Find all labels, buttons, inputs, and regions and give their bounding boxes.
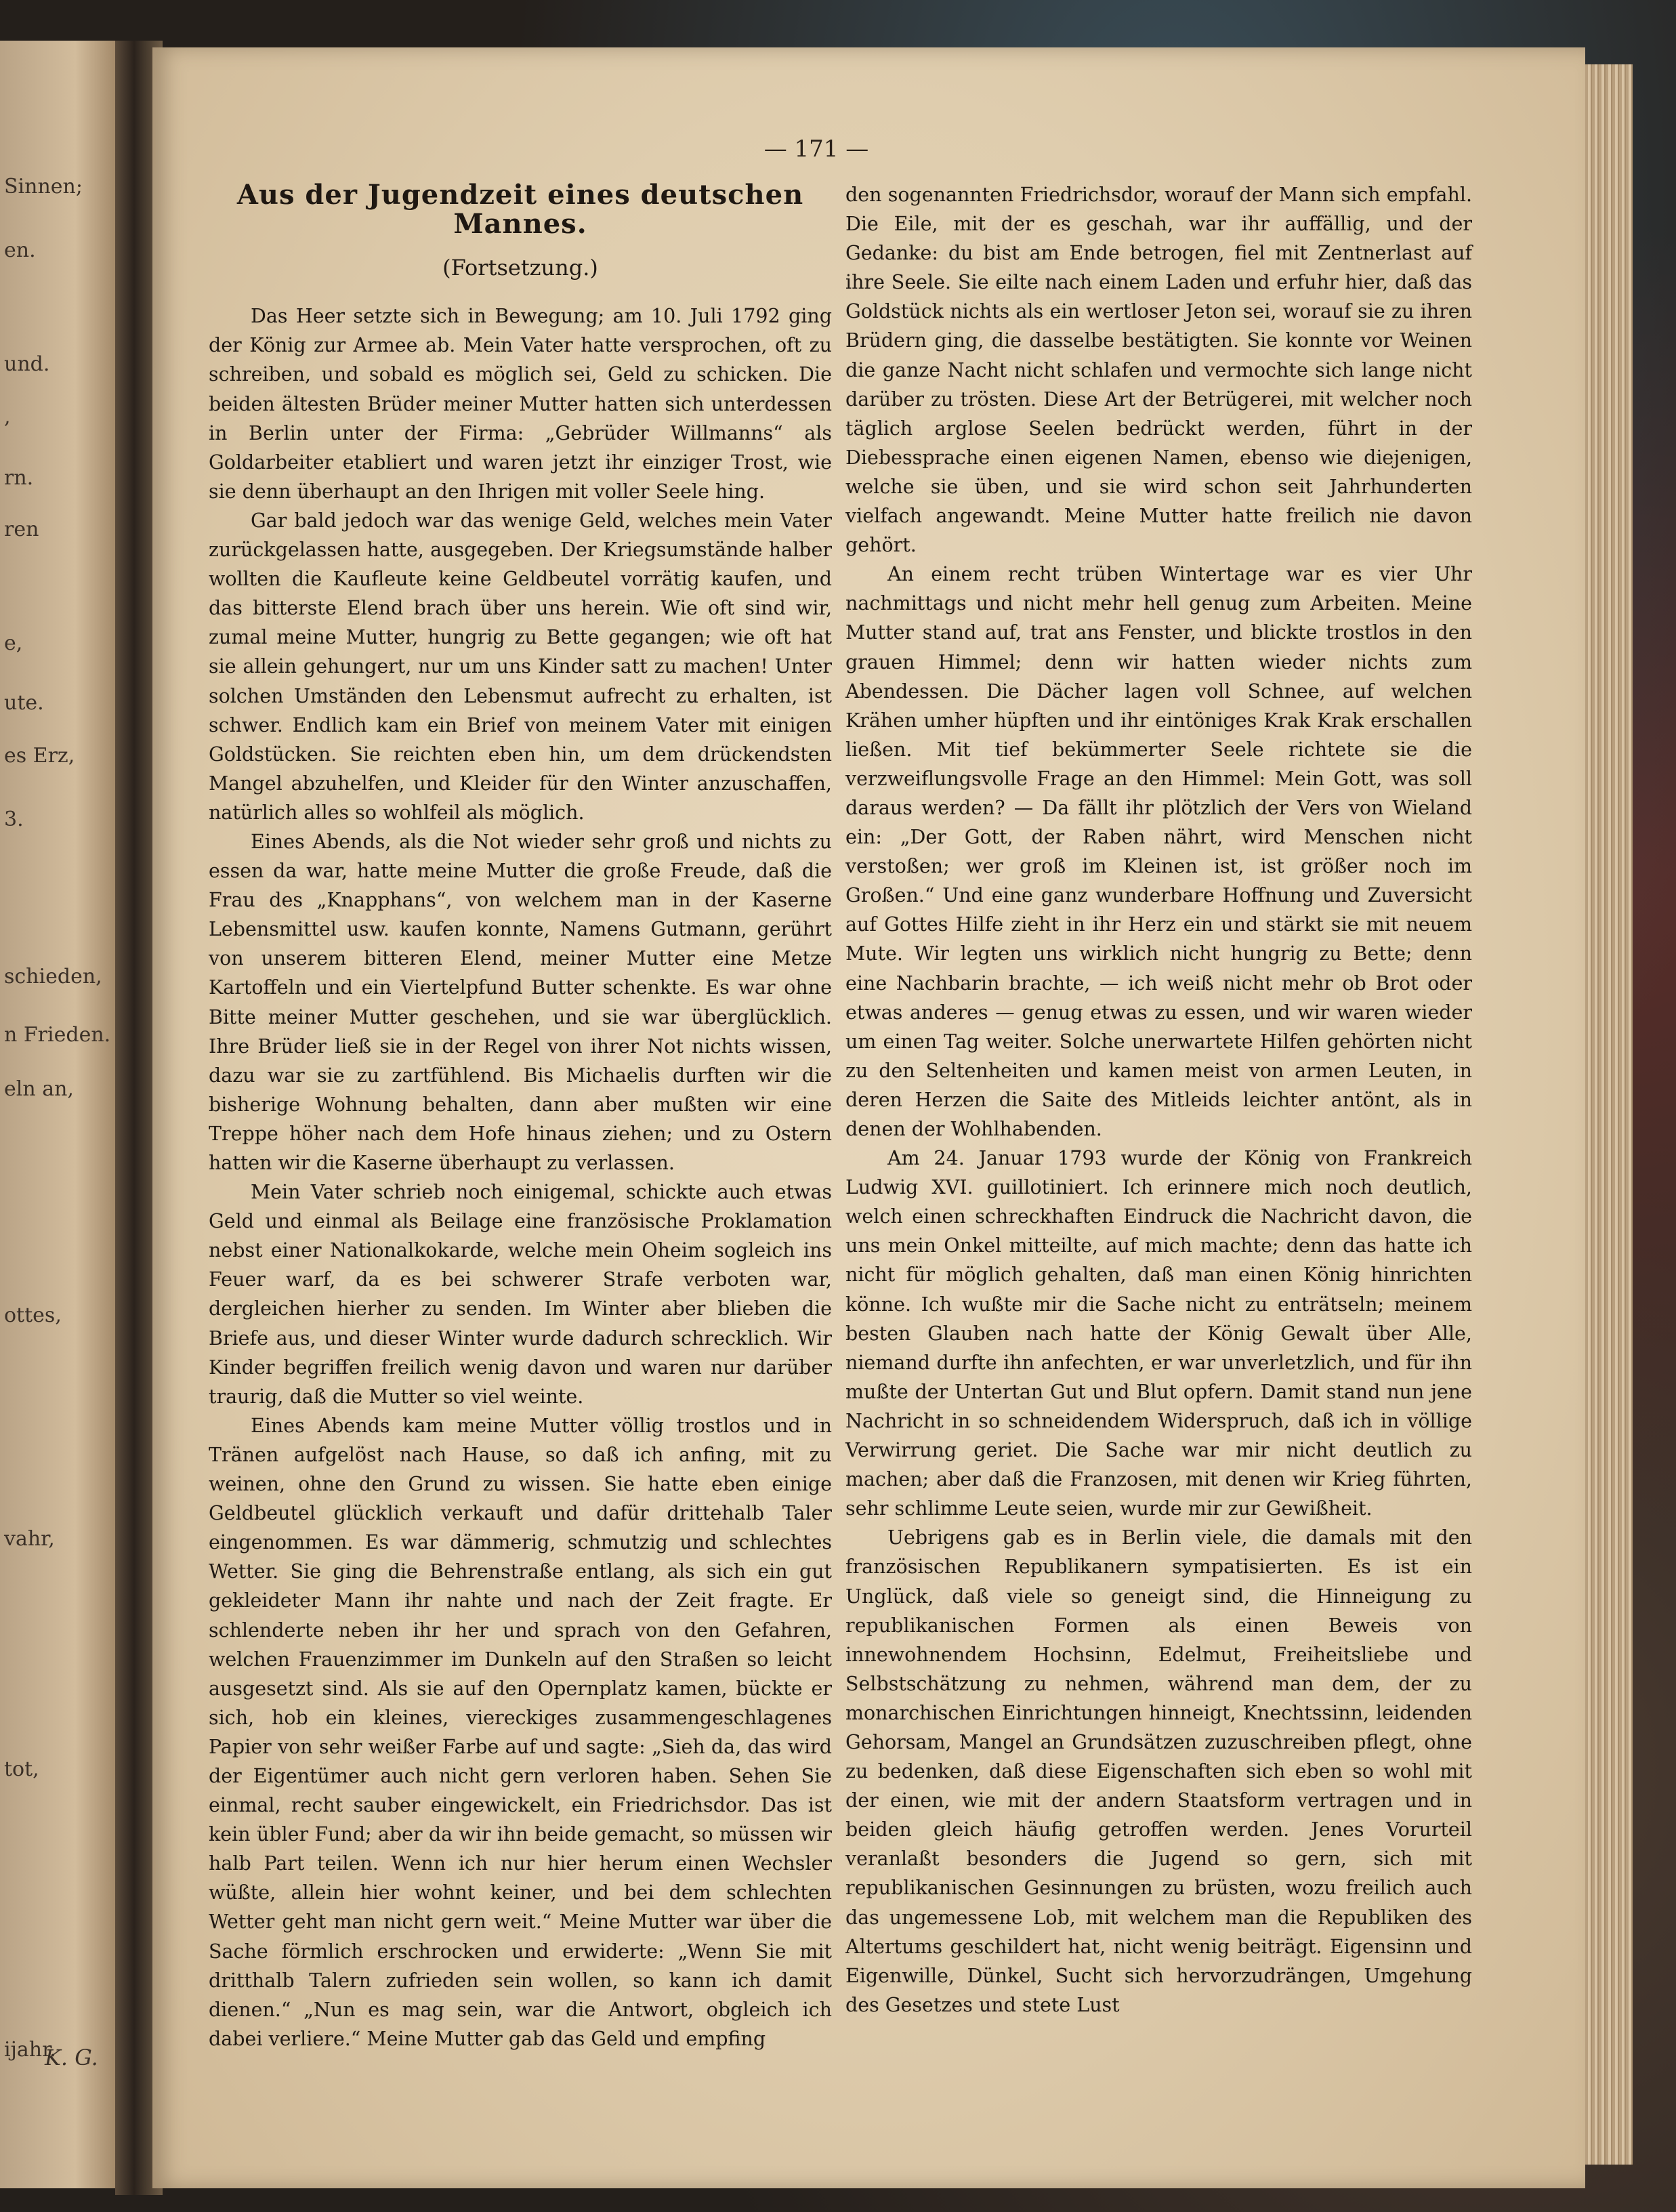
paragraph: Mein Vater schrieb noch einigemal, schickte auch etwas Geld und einmal als Beilage eine französische Proklamation nebst einer Nationalkokarde, welche mein Oheim sogleich ins Feuer warf, da es bei schwerer Strafe verboten war, dergleichen hierher zu senden. Im Winter aber blieben die Briefe aus, und dieser Winter wurde dadurch schrecklich. Wir Kinder begriffen freilich wenig davon und waren nur darüber traurig, daß die Mutter so viel weinte. [209, 1181, 832, 1408]
page-number: — 171 — [763, 135, 869, 163]
previous-page-fragment: ottes, [4, 1303, 62, 1327]
previous-page-fragment: ijahr. [4, 2038, 56, 2062]
previous-page-fragment: n Frieden. [4, 1023, 111, 1047]
previous-page-fragment: Sinnen; [4, 175, 83, 199]
previous-page-fragment: ren [4, 518, 39, 541]
paragraph: Gar bald jedoch war das wenige Geld, welches mein Vater zurückgelassen hatte, ausgegeben. Der Kriegsumstände halber wollten die Kaufleute keine Geldbeutel vorrätig kaufen, und das bitterste Elend brach über uns herein. Wie oft sind wir, zumal meine Mutter, hungrig zu Bette gegangen; wie oft hat sie allein gehungert, nur um uns Kinder satt zu machen! Unter solchen Umständen den Lebensmut aufrecht zu erhalten, ist schwer. Endlich kam ein Brief von meinem Vater mit einigen Goldstücken. Sie reichten eben hin, um dem drückendsten Mangel abzuhelfen, und Kleider für den Winter anzuschaffen, natürlich alles so wohlfeil als möglich. [209, 509, 832, 824]
paragraph: Eines Abends, als die Not wieder sehr groß und nichts zu essen da war, hatte meine Mutter die große Freude, daß die Frau des „Knapphans“, von welchem man in der Kaserne Lebensmittel usw. kaufen konnte, Namens Gutmann, gerührt von unserem bitteren Elend, meiner Mutter eine Metze Kartoffeln und ein Viertelpfund Butter schenkte. Es war ohne Bitte meiner Mutter geschehen, und sie war überglücklich. Ihre Brüder ließ sie in der Regel von ihrer Not nichts wissen, dazu war sie zu zartfühlend. Bis Michaelis durften wir die bisherige Wohnung behalten, dann aber mußten wir eine Treppe höher nach dem Hofe hinaus ziehen; und zu Ostern hatten wir die Kaserne überhaupt zu verlassen. [209, 830, 832, 1174]
previous-page-fragment: en. [4, 238, 36, 262]
previous-page-fragment: ute. [4, 691, 44, 715]
previous-page-fragment: und. [4, 352, 50, 376]
page-stack-edge [1578, 64, 1633, 2165]
previous-page-fragment: 3. [4, 808, 24, 831]
paragraph: Eines Abends kam meine Mutter völlig trostlos und in Tränen aufgelöst nach Hause, so daß ich anfing, mit zu weinen, ohne den Grund zu wissen. Sie hatte eben einige Geldbeutel glücklich verkauft und dafür drittehalb Taler eingenommen. Es war dämmerig, schmutzig und schlechtes Wetter. Sie ging die Behrenstraße entlang, als sich ein gut gekleideter Mann ihr nahte und nach der Zeit fragte. Er schlenderte neben ihr her und sprach von den Gefahren, welchen Frauenzimmer im Dunkeln auf den Straßen so leicht ausgesetzt sind. Als sie auf den Opernplatz kamen, bückte er sich, hob ein kleines, viereckiges zusammengeschlagenes Papier von sehr weißer Farbe auf und sagte: „Sieh da, das wird der Eigentümer auch nicht gern verloren haben. Sehen Sie einmal, recht sauber eingewickelt, ein Friedrichsdor. Das ist kein übler Fund; aber da wir ihn beide gemacht, so müssen wir halb Part teilen. Wenn ich nur hier herum einen Wechsler wüßte, allein hier wohnt keiner, und bei dem schlechten Wetter geht man nicht gern weit.“ Meine Mutter war über die Sache förmlich erschrocken und erwiderte: „Wenn Sie mit dritthalb Talern zufrieden sein wollen, so kann ich damit dienen.“ „Nun es mag sein, war die Antwort, obgleich ich dabei verliere.“ Meine Mutter gab das Geld und empfing [209, 1414, 832, 2050]
left-text-column [209, 176, 832, 2053]
previous-page-fragment: vahr, [4, 1527, 55, 1551]
previous-page-fragment: tot, [4, 1757, 39, 1781]
previous-page-fragment: eln an, [4, 1077, 74, 1101]
paragraph: Das Heer setzte sich in Bewegung; am 10. Juli 1792 ging der König zur Armee ab. Mein Vater hatte versprochen, oft zu schreiben, und sobald es möglich sei, Geld zu schicken. Die beiden ältesten Brüder meiner Mutter hatten sich unterdessen in Berlin unter der Firma: „Gebrüder Willmanns“ als Goldarbeiter etabliert und waren jetzt ihr einziger Trost, wie sie denn überhaupt an den Ihrigen mit voller Seele hing. [209, 305, 832, 503]
article-subtitle: (Fortsetzung.) [442, 255, 598, 281]
right-text-column [845, 180, 1472, 2020]
previous-page-fragment: es Erz, [4, 744, 75, 768]
paragraph: An einem recht trüben Wintertage war es vier Uhr nachmittags und nicht mehr hell genug zum Arbeiten. Meine Mutter stand auf, trat ans Fenster, und blickte trostlos in den grauen Himmel; denn wir hatten wieder nichts zum Abendessen. Die Dächer lagen voll Schnee, auf welchen Krähen umher hüpften und ihr eintöniges Krak Krak erschallen ließen. Mit tief bekümmerter Seele richtete sie die verzweiflungsvolle Frage an den Himmel: Mein Gott, was soll daraus werden? — Da fällt ihr plötzlich der Vers von Wieland ein: „Der Gott, der Raben nährt, wird Menschen nicht verstoßen; wer groß im Kleinen ist, ist größer noch im Großen.“ Und eine ganz wunderbare Hoffnung und Zuversicht auf Gottes Hilfe zieht in ihr Herz ein und stärkt sie mit neuem Mute. Wir legten uns wirklich nicht hungrig zu Bette; denn eine Nachbarin brachte, — ich weiß nicht mehr ob Brot oder etwas anderes — genug etwas zu essen, und wir waren wieder um einen Tag weiter. Solche unerwartete Hilfen gehörten nicht zu den Seltenheiten und kamen meist von armen Leuten, in deren Herzen die Saite des Mitleids leichter antönt, als in denen der Wohlhabenden. [845, 563, 1472, 1140]
author-signature: K. G. [45, 2045, 98, 2070]
previous-page-fragment: schieden, [4, 965, 102, 988]
article-title: Aus der Jugendzeit eines deutschen Mannes. [236, 179, 804, 241]
paragraph: Am 24. Januar 1793 wurde der König von Frankreich Ludwig XVI. guillotiniert. Ich erinnere mich noch deutlich, welch einen schreckhaften Eindruck die Nachricht davon, die uns mein Onkel mitteilte, auf mich machte; denn das hatte ich nicht für möglich gehalten, daß man einen König hinrichten könne. Ich wußte mir die Sache nicht zu enträtseln; meinem besten Glauben nach hatte der König Gewalt über Alle, niemand durfte ihn anfechten, er war unverletzlich, und für ihn mußte der Untertan Gut und Blut opfern. Damit stand nun jene Nachricht in so schneidendem Widerspruch, daß ich in völlige Verwirrung geriet. Die Sache war mir nicht deutlich zu machen; aber daß die Franzosen, mit denen wir Krieg führten, sehr schlimme Leute seien, wurde mir zur Gewißheit. [845, 1147, 1472, 1520]
paragraph: den sogenannten Friedrichsdor, worauf der Mann sich empfahl. Die Eile, mit der es geschah, war ihr auffällig, und der Gedanke: du bist am Ende betrogen, fiel mit Zentnerlast auf ihre Seele. Sie eilte nach einem Laden und erfuhr hier, daß das Goldstück nichts als ein wertloser Jeton sei, worauf sie zu ihren Brüdern ging, die dasselbe bestätigten. Sie konnte vor Weinen die ganze Nacht nicht schlafen und vermochte sich lange nicht darüber zu trösten. Diese Art der Betrügerei, mit welcher noch täglich arglose Seelen bedrückt werden, führt in der Diebessprache einen eigenen Namen, ebenso wie diejenigen, welche sie üben, und sie wird schon seit Jahrhunderten vielfach angewandt. Meine Mutter hatte freilich nie davon gehört. [845, 184, 1472, 557]
previous-page-fragment: e, [4, 631, 23, 655]
previous-page-fragment: , [4, 405, 11, 429]
previous-page-fragment: rn. [4, 466, 34, 490]
paragraph: Uebrigens gab es in Berlin viele, die damals mit den französischen Republikanern sympatisierten. Es ist ein Unglück, daß viele so geneigt sind, die Hinneigung zu republikanischen Formen als einen Beweis von innewohnendem Hochsinn, Edelmut, Freiheitsliebe und Selbstschätzung zu nehmen, während man dem, der zu monarchischen Einrichtungen hinneigt, Knechtssinn, leidenden Gehorsam, Mangel an Grundsätzen zuzuschreiben pflegt, ohne zu bedenken, daß diese Eigenschaften sich eben so wohl mit der einen, wie mit der andern Staatsform vertragen und in beiden gleich häufig getroffen werden. Jenes Vorurteil veranlaßt besonders die Jugend so gern, sich mit republikanischen Gesinnungen zu brüsten, wozu freilich auch das ungemessene Lob, mit welchem man die Republiken des Altertums geschildert hat, nicht wenig beiträgt. Eigensinn und Eigenwille, Dünkel, Sucht sich hervorzudrängen, Umgehung des Gesetzes und stete Lust [845, 1526, 1472, 2016]
